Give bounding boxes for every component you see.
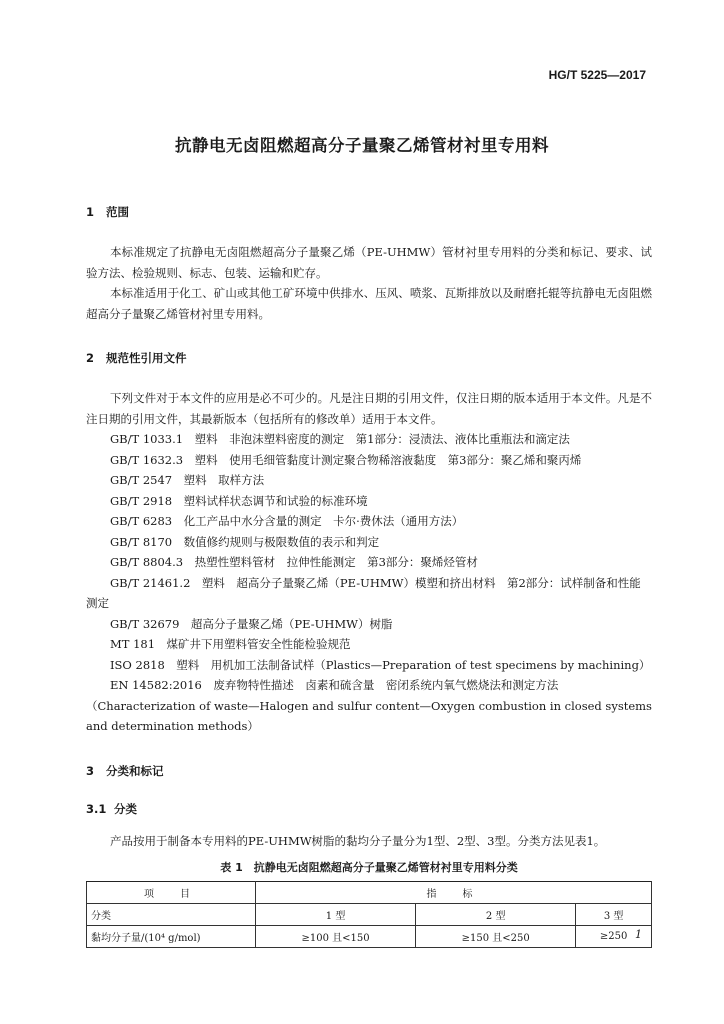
table-header-index: 指 标 — [256, 882, 652, 904]
reference-item: GB/T 8170 数值修约规则与极限数值的表示和判定 — [110, 534, 380, 549]
reference-item: EN 14582:2016 废弃物特性描述 卤素和硫含量 密闭系统内氧气燃烧法和测定方法（Characterization of waste—Halogen and sulfur content—Oxygen combustion in closed systems and determination methods） — [86, 678, 652, 733]
reference-item: GB/T 2918 塑料试样状态调节和试验的标准环境 — [110, 493, 368, 508]
section-1-paragraph-1: 本标准规定了抗静电无卤阻燃超高分子量聚乙烯（PE-UHMW）管材衬里专用料的分类和标记、要求、试验方法、检验规则、标志、包装、运输和贮存。 — [86, 245, 652, 280]
document-body — [86, 204, 652, 948]
section-3-heading — [86, 763, 652, 779]
section-2-heading — [86, 350, 652, 366]
reference-item: GB/T 21461.2 塑料 超高分子量聚乙烯（PE-UHMW）模塑和挤出材料 第2部分：试样制备和性能测定 — [86, 575, 641, 610]
standard-code: HG/T 5225—2017 — [548, 68, 646, 82]
reference-item: GB/T 1632.3 塑料 使用毛细管黏度计测定聚合物稀溶液黏度 第3部分：聚乙烯和聚丙烯 — [110, 452, 582, 467]
classification-table — [86, 881, 652, 948]
section-title: 范围 — [106, 205, 129, 219]
reference-item: GB/T 2547 塑料 取样方法 — [110, 473, 265, 487]
section-number: 1 — [86, 205, 95, 219]
document-title: 抗静电无卤阻燃超高分子量聚乙烯管材衬里专用料 — [175, 136, 549, 155]
table-cell: ≥250 — [576, 926, 652, 948]
table-row — [87, 904, 652, 926]
section-2-intro: 下列文件对于本文件的应用是必不可少的。凡是注日期的引用文件，仅注日期的版本适用于本文件。凡是不注日期的引用文件，其最新版本（包括所有的修改单）适用于本文件。 — [86, 391, 652, 426]
section-number: 3 — [86, 763, 95, 778]
reference-item: GB/T 8804.3 热塑性塑料管材 拉伸性能测定 第3部分：聚烯烃管材 — [110, 555, 478, 569]
table-cell: 3 型 — [576, 904, 652, 926]
reference-item: GB/T 32679 超高分子量聚乙烯（PE-UHMW）树脂 — [110, 616, 393, 631]
section-number: 2 — [86, 351, 95, 365]
section-1-heading — [86, 204, 652, 220]
subsection-title: 分类 — [114, 801, 137, 816]
table-row — [87, 926, 652, 948]
table-cell: 2 型 — [416, 904, 576, 926]
section-1-paragraph-2: 本标准适用于化工、矿山或其他工矿环境中供排水、压风、喷浆、瓦斯排放以及耐磨托辊等抗静电无卤阻燃超高分子量聚乙烯管材衬里专用料。 — [86, 286, 652, 321]
table-cell: 1 型 — [256, 904, 416, 926]
subsection-number: 3.1 — [86, 801, 107, 816]
reference-item: ISO 2818 塑料 用机加工法制备试样（Plastics—Preparation of test specimens by machining） — [110, 657, 651, 672]
section-title: 分类和标记 — [106, 763, 164, 778]
section-3-1-paragraph: 产品按用于制备本专用料的PE-UHMW树脂的黏均分子量分为1型、2型、3型。分类方法见表1。 — [110, 833, 606, 848]
reference-item: GB/T 1033.1 塑料 非泡沫塑料密度的测定 第1部分：浸渍法、液体比重瓶法和滴定法 — [110, 432, 570, 446]
table-cell-label: 黏均分子量/(10⁴ g/mol) — [87, 926, 256, 948]
reference-item: MT 181 煤矿井下用塑料管安全性能检验规范 — [110, 637, 351, 651]
subsection-3-1-heading — [86, 801, 652, 817]
table-caption: 表 1 抗静电无卤阻燃超高分子量聚乙烯管材衬里专用料分类 — [220, 861, 518, 874]
table-header-row — [87, 882, 652, 904]
table-cell-label: 分类 — [87, 904, 256, 926]
reference-item: GB/T 6283 化工产品中水分含量的测定 卡尔·费休法（通用方法） — [110, 514, 464, 528]
table-cell: ≥100 且<150 — [256, 926, 416, 948]
table-cell: ≥150 且<250 — [416, 926, 576, 948]
page-number: 1 — [635, 928, 642, 941]
table-header-item: 项 目 — [87, 882, 256, 904]
section-title: 规范性引用文件 — [106, 351, 187, 365]
